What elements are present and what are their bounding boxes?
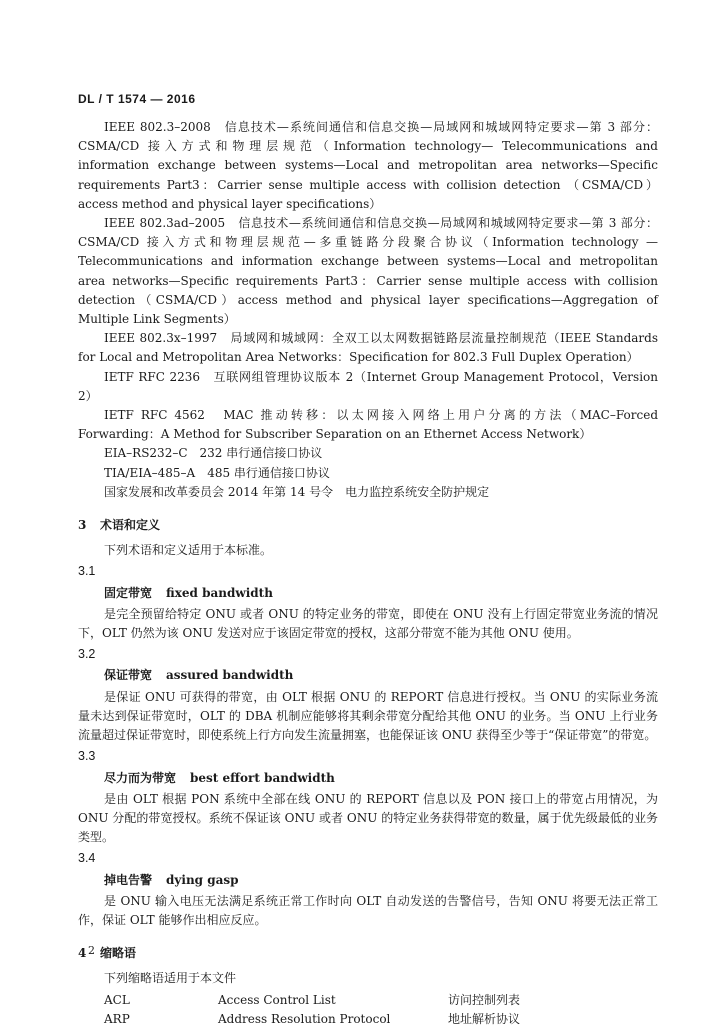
section-3-intro: 下列术语和定义适用于本标准。	[104, 543, 273, 558]
term-definition: 是保证 ONU 可获得的带宽，由 OLT 根据 ONU 的 REPORT 信息进行授权。当 ONU 的实际业务流量未达到保证带宽时，OLT 的 DBA 机制应能够将其剩余带宽分配给其他 ONU 的业务。当 ONU 上行业务流量超过保证带宽时，即使系统上行方向发生流量拥塞，也能保证该 ONU 获得至少等于“保证带宽”的带宽。	[78, 689, 658, 743]
reference-ieee-802-3: IEEE 802.3–2008 信息技术—系统间通信和信息交换—局域网和城域网特定要求—第 3 部分：CSMA/CD 接入方式和物理层规范（Information technology— Telecommunications and information exchange between systems—Local and metropolitan area networks—Specific requirements Part3：Carrier sense multiple access with collision detection （CSMA/CD）access method and physical layer specifications）	[78, 120, 658, 211]
term-en: assured bandwidth	[166, 668, 294, 683]
term-number: 3.2	[78, 647, 96, 662]
reference-rfc-2236: IETF RFC 2236 互联网组管理协议版本 2（Internet Group Management Protocol，Version 2）	[78, 369, 658, 403]
section-number: 3	[78, 518, 87, 533]
reference-ieee-802-3ad: IEEE 802.3ad–2005 信息技术—系统间通信和信息交换—局域网和城域网特定要求—第 3 部分：CSMA/CD 接入方式和物理层规范—多重链路分段聚合协议（Information technology — Telecommunications and information exchange between systems—Local and metropolitan area networks—Specific requirements Part3：Carrier sense multiple access with collision detection（CSMA/CD）access method and physical layer specifications—Aggregation of Multiple Link Segments）	[78, 216, 658, 327]
abbreviation-row	[78, 991, 658, 1010]
term-heading	[104, 871, 658, 890]
abbreviation-full: Address Resolution Protocol	[218, 1011, 391, 1026]
term-en: dying gasp	[166, 872, 239, 887]
section-4-heading	[78, 944, 658, 963]
term-number: 3.3	[78, 749, 96, 764]
abbreviation-full: Access Control List	[218, 992, 336, 1007]
section-title: 缩略语	[100, 946, 137, 961]
term-definition: 是由 OLT 根据 PON 系统中全部在线 ONU 的 REPORT 信息以及 PON 接口上的带宽占用情况，为 ONU 分配的带宽授权。系统不保证该 ONU 或者 ONU 的特定业务获得带宽的数量，属于优先级最低的业务类型。	[78, 791, 658, 845]
reference-rfc-4562: IETF RFC 4562 MAC 推动转移：以太网接入网络上用户分离的方法（MAC–Forced Forwarding：A Method for Subscriber Separation on an Ethernet Access Network）	[78, 408, 658, 442]
section-title: 术语和定义	[100, 518, 161, 533]
standard-header: DL / T 1574 — 2016	[78, 92, 196, 106]
section-3-heading	[78, 516, 658, 535]
term-en: fixed bandwidth	[166, 585, 273, 600]
term-en: best effort bandwidth	[190, 770, 335, 785]
term-zh: 尽力而为带宽	[104, 770, 177, 785]
reference-rs232: EIA–RS232–C 232 串行通信接口协议	[104, 446, 323, 461]
reference-rs485: TIA/EIA–485–A 485 串行通信接口协议	[104, 465, 330, 480]
abbreviation: ACL	[104, 992, 130, 1007]
term-heading	[104, 769, 658, 788]
term-definition: 是完全预留给特定 ONU 或者 ONU 的特定业务的带宽，即使在 ONU 没有上行固定带宽业务流的情况下，OLT 仍然为该 ONU 发送对应于该固定带宽的授权，这部分带宽不能为其他 ONU 使用。	[78, 606, 658, 641]
page-content	[78, 118, 658, 1029]
abbreviation: ARP	[104, 1011, 130, 1026]
section-4-intro: 下列缩略语适用于本文件	[104, 971, 237, 986]
term-definition: 是 ONU 输入电压无法满足系统正常工作时向 OLT 自动发送的告警信号，告知 ONU 将要无法正常工作，保证 OLT 能够作出相应反应。	[78, 893, 658, 927]
term-number: 3.1	[78, 564, 96, 579]
page-number: 2	[88, 944, 95, 957]
section-number: 4	[78, 946, 87, 961]
term-number: 3.4	[78, 851, 96, 866]
term-zh: 保证带宽	[104, 668, 153, 683]
term-zh: 掉电告警	[104, 872, 153, 887]
reference-ieee-802-3x: IEEE 802.3x–1997 局域网和城域网：全双工以太网数据链路层流量控制规范（IEEE Standards for Local and Metropolitan Area Networks：Specification for 802.3 Full Duplex Operation）	[78, 331, 658, 365]
reference-ndrc-order: 国家发展和改革委员会 2014 年第 14 号令 电力监控系统安全防护规定	[104, 484, 490, 499]
term-heading	[104, 666, 658, 685]
abbreviation-row	[78, 1010, 658, 1029]
abbreviation-zh: 访问控制列表	[448, 992, 521, 1007]
term-heading	[104, 584, 658, 603]
term-zh: 固定带宽	[104, 585, 153, 600]
abbreviation-zh: 地址解析协议	[448, 1011, 521, 1026]
